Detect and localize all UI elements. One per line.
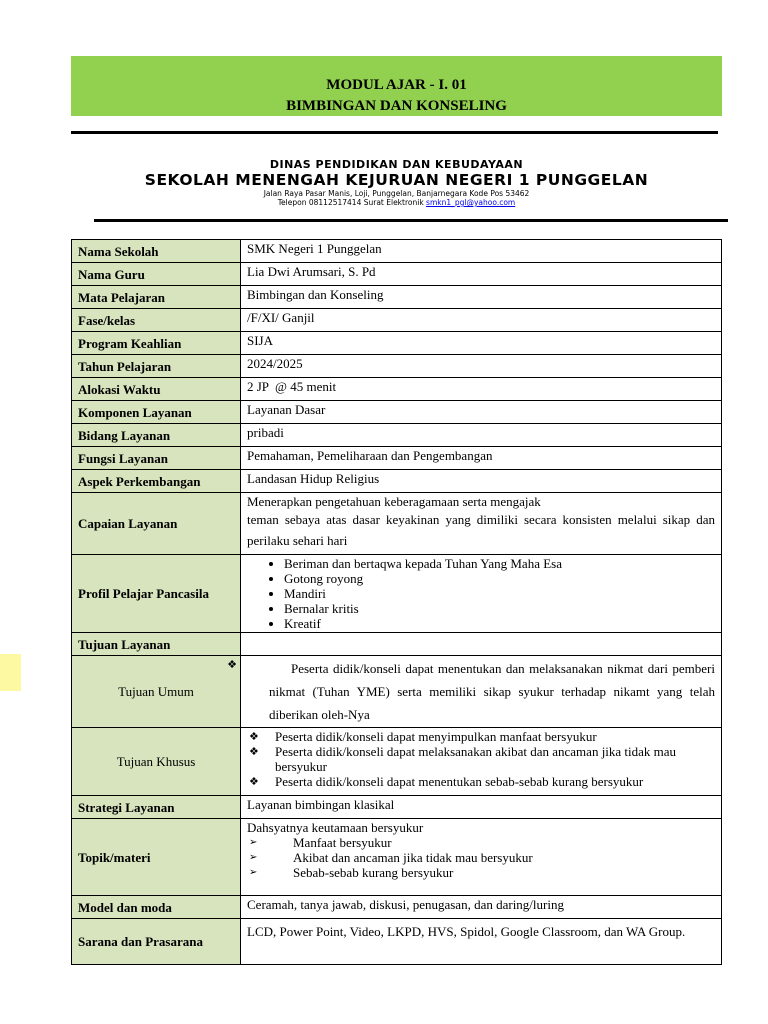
diamond-bullet-icon: ❖ bbox=[249, 745, 259, 758]
table-row bbox=[72, 355, 722, 378]
kop-divider bbox=[94, 219, 728, 222]
row-label: Mata Pelajaran bbox=[72, 286, 241, 309]
kop-school-name: SEKOLAH MENENGAH KEJURUAN NEGERI 1 PUNGGELAN bbox=[144, 171, 649, 189]
table-row bbox=[72, 493, 722, 555]
tujuan-umum-text: Peserta didik/konseli dapat menentukan dan melaksanakan nikmat dari pemberi nikmat (Tuhan YME) serta memiliki sikap syukur terhadap nikamt yang telah diberikan oleh-Nya bbox=[269, 661, 715, 722]
table-row bbox=[72, 309, 722, 332]
row-label: Alokasi Waktu bbox=[72, 378, 241, 401]
row-label: Tujuan Layanan bbox=[72, 633, 241, 656]
row-label: Capaian Layanan bbox=[72, 493, 241, 555]
table-row bbox=[72, 728, 722, 796]
table-row bbox=[72, 796, 722, 819]
kop-email-link[interactable]: smkn1_pgl@yahoo.com bbox=[426, 198, 516, 207]
list-item: • Kreatif bbox=[284, 616, 715, 631]
row-value: pribadi bbox=[241, 424, 722, 447]
row-value bbox=[241, 819, 722, 896]
row-label: Nama Sekolah bbox=[72, 240, 241, 263]
row-label: Bidang Layanan bbox=[72, 424, 241, 447]
row-label: Sarana dan Prasarana bbox=[72, 919, 241, 965]
diamond-bullet-icon: ❖ bbox=[227, 658, 237, 671]
row-label: Topik/materi bbox=[72, 819, 241, 896]
row-value bbox=[241, 728, 722, 796]
row-label: ❖ Tujuan Umum bbox=[72, 656, 241, 728]
row-label: Profil Pelajar Pancasila bbox=[72, 555, 241, 633]
list-item: ❖ Peserta didik/konseli dapat menyimpulkan manfaat bersyukur bbox=[249, 729, 597, 744]
row-label: Model dan moda bbox=[72, 896, 241, 919]
capaian-line-1: Menerapkan pengetahuan keberagamaan serta mengajak bbox=[247, 494, 541, 509]
row-value: SIJA bbox=[241, 332, 722, 355]
row-value: Layanan Dasar bbox=[241, 401, 722, 424]
kop-contact bbox=[71, 198, 722, 207]
tujuan-khusus-list bbox=[247, 729, 715, 789]
list-item: • Bernalar kritis bbox=[284, 601, 715, 616]
row-value bbox=[241, 919, 722, 965]
row-value: Layanan bimbingan klasikal bbox=[241, 796, 722, 819]
list-item: ➢ Sebab-sebab kurang bersyukur bbox=[249, 865, 454, 880]
row-value: Landasan Hidup Religius bbox=[241, 470, 722, 493]
row-label: Tujuan Khusus bbox=[72, 728, 241, 796]
row-label: Tahun Pelajaran bbox=[72, 355, 241, 378]
list-item: • Beriman dan bertaqwa kepada Tuhan Yang Maha Esa bbox=[284, 556, 715, 571]
row-value bbox=[241, 633, 722, 656]
list-item: ➢ Manfaat bersyukur bbox=[249, 835, 392, 850]
row-value: /F/XI/ Ganjil bbox=[241, 309, 722, 332]
arrow-bullet-icon: ➢ bbox=[249, 852, 258, 863]
row-label: Fase/kelas bbox=[72, 309, 241, 332]
row-label: Nama Guru bbox=[72, 263, 241, 286]
profil-list bbox=[247, 556, 715, 631]
row-value: 2 JP @ 45 menit bbox=[241, 378, 722, 401]
table-row bbox=[72, 263, 722, 286]
row-value: Pemahaman, Pemeliharaan dan Pengembangan bbox=[241, 447, 722, 470]
row-label: Komponen Layanan bbox=[72, 401, 241, 424]
table-row bbox=[72, 401, 722, 424]
side-tab[interactable] bbox=[0, 654, 21, 691]
list-item: • Mandiri bbox=[284, 586, 715, 601]
table-row bbox=[72, 447, 722, 470]
divider bbox=[71, 131, 718, 134]
topik-intro: Dahsyatnya keutamaan bersyukur bbox=[247, 820, 424, 835]
row-value: Lia Dwi Arumsari, S. Pd bbox=[241, 263, 722, 286]
diamond-bullet-icon: ❖ bbox=[249, 775, 259, 788]
list-item: ➢ Akibat dan ancaman jika tidak mau bersyukur bbox=[249, 850, 533, 865]
module-info-table bbox=[71, 239, 722, 965]
list-item: • Gotong royong bbox=[284, 571, 715, 586]
diamond-bullet-icon: ❖ bbox=[249, 730, 259, 743]
list-item: ❖ Peserta didik/konseli dapat melaksanakan akibat dan ancaman jika tidak mau bersyukur bbox=[249, 744, 677, 774]
module-title: MODUL AJAR - I. 01 bbox=[326, 77, 467, 93]
topik-list bbox=[247, 835, 715, 880]
table-row bbox=[72, 656, 722, 728]
table-row bbox=[72, 424, 722, 447]
table-row bbox=[72, 470, 722, 493]
table-row bbox=[72, 633, 722, 656]
table-row bbox=[72, 240, 722, 263]
sarana-text: LCD, Power Point, Video, LKPD, HVS, Spidol, Google Classroom, dan WA Group. bbox=[247, 924, 686, 939]
table-row bbox=[72, 819, 722, 896]
row-value: SMK Negeri 1 Punggelan bbox=[241, 240, 722, 263]
row-value: Bimbingan dan Konseling bbox=[241, 286, 722, 309]
row-value: Ceramah, tanya jawab, diskusi, penugasan, dan daring/luring bbox=[241, 896, 722, 919]
row-value bbox=[241, 555, 722, 633]
table-row bbox=[72, 286, 722, 309]
list-item: ❖ Peserta didik/konseli dapat menentukan sebab-sebab kurang bersyukur bbox=[249, 774, 644, 789]
row-label: Strategi Layanan bbox=[72, 796, 241, 819]
table-row bbox=[72, 919, 722, 965]
arrow-bullet-icon: ➢ bbox=[249, 837, 258, 848]
table-row bbox=[72, 555, 722, 633]
table-row bbox=[72, 378, 722, 401]
row-label: Fungsi Layanan bbox=[72, 447, 241, 470]
row-value bbox=[241, 656, 722, 728]
row-value: 2024/2025 bbox=[241, 355, 722, 378]
row-label: Aspek Perkembangan bbox=[72, 470, 241, 493]
table-row bbox=[72, 332, 722, 355]
row-label: Program Keahlian bbox=[72, 332, 241, 355]
kop-phone: Telepon 08112517414 Surat Elektronik bbox=[277, 198, 424, 207]
capaian-line-2: teman sebaya atas dasar keyakinan yang dimiliki secara konsisten melalui sikap dan perilaku sehari hari bbox=[247, 512, 715, 548]
kop-dinas: DINAS PENDIDIKAN DAN KEBUDAYAAN bbox=[269, 158, 524, 171]
row-value bbox=[241, 493, 722, 555]
table-row bbox=[72, 896, 722, 919]
title-banner bbox=[71, 56, 722, 116]
arrow-bullet-icon: ➢ bbox=[249, 867, 258, 878]
module-subtitle: BIMBINGAN DAN KONSELING bbox=[286, 98, 507, 114]
kop-address: Jalan Raya Pasar Manis, Loji, Punggelan, Banjarnegara Kode Pos 53462 bbox=[263, 189, 530, 198]
